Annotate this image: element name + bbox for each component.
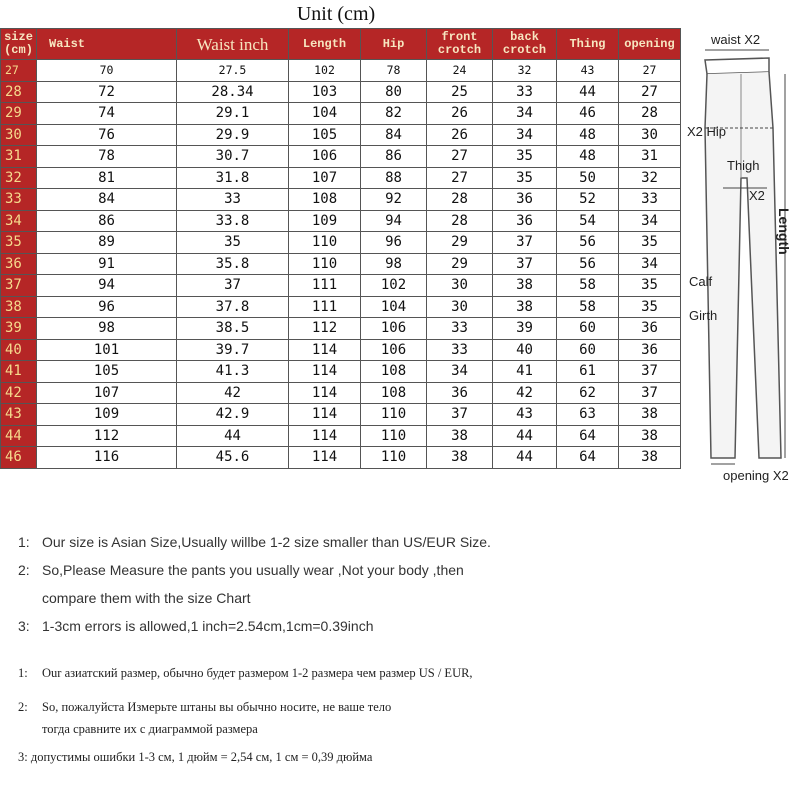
- table-row: [1, 339, 681, 361]
- table-cell: 50: [557, 167, 619, 189]
- size-cell: 31: [1, 146, 37, 168]
- size-cell: 42: [1, 382, 37, 404]
- table-cell: 105: [37, 361, 177, 383]
- table-row: [1, 318, 681, 340]
- table-cell: 104: [361, 296, 427, 318]
- table-cell: 27: [619, 81, 681, 103]
- table-cell: 48: [557, 146, 619, 168]
- size-chart-table: [0, 28, 681, 469]
- table-cell: 37: [493, 232, 557, 254]
- note-ru-2: [18, 696, 788, 718]
- size-cell: 38: [1, 296, 37, 318]
- table-cell: 35: [177, 232, 289, 254]
- table-cell: 103: [289, 81, 361, 103]
- table-cell: 28: [619, 103, 681, 125]
- table-cell: 31.8: [177, 167, 289, 189]
- notes-section: [18, 528, 788, 768]
- table-cell: 86: [361, 146, 427, 168]
- table-cell: 37: [493, 253, 557, 275]
- table-cell: 35: [493, 146, 557, 168]
- table-cell: 96: [361, 232, 427, 254]
- size-cell: 33: [1, 189, 37, 211]
- table-cell: 84: [361, 124, 427, 146]
- table-row: [1, 189, 681, 211]
- table-cell: 30.7: [177, 146, 289, 168]
- table-cell: 114: [289, 339, 361, 361]
- table-cell: 27.5: [177, 60, 289, 82]
- table-cell: 38: [493, 296, 557, 318]
- table-cell: 37.8: [177, 296, 289, 318]
- table-cell: 106: [289, 146, 361, 168]
- table-cell: 114: [289, 361, 361, 383]
- table-cell: 48: [557, 124, 619, 146]
- table-cell: 102: [289, 60, 361, 82]
- header-waist: Waist: [37, 29, 177, 60]
- table-cell: 102: [361, 275, 427, 297]
- table-cell: 108: [361, 382, 427, 404]
- table-cell: 106: [361, 339, 427, 361]
- header-opening: opening: [619, 29, 681, 60]
- table-cell: 38.5: [177, 318, 289, 340]
- note-number: 1:: [18, 534, 30, 550]
- size-cell: 41: [1, 361, 37, 383]
- table-cell: 28: [427, 210, 493, 232]
- table-cell: 35: [619, 232, 681, 254]
- table-cell: 84: [37, 189, 177, 211]
- table-cell: 45.6: [177, 447, 289, 469]
- size-cell: 44: [1, 425, 37, 447]
- table-cell: 44: [493, 425, 557, 447]
- table-cell: 89: [37, 232, 177, 254]
- table-cell: 44: [177, 425, 289, 447]
- note-text: 1-3cm errors is allowed,1 inch=2.54cm,1cm=0.39inch: [42, 618, 374, 634]
- table-cell: 114: [289, 404, 361, 426]
- table-cell: 32: [619, 167, 681, 189]
- table-cell: 39.7: [177, 339, 289, 361]
- table-cell: 98: [361, 253, 427, 275]
- table-cell: 62: [557, 382, 619, 404]
- note-number: 2:: [18, 700, 28, 714]
- size-cell: 36: [1, 253, 37, 275]
- table-cell: 34: [427, 361, 493, 383]
- table-cell: 42.9: [177, 404, 289, 426]
- table-cell: 72: [37, 81, 177, 103]
- table-cell: 26: [427, 124, 493, 146]
- note-en-1: [18, 528, 788, 556]
- table-cell: 76: [37, 124, 177, 146]
- table-cell: 56: [557, 232, 619, 254]
- calf-label: Calf: [689, 274, 713, 289]
- table-row: [1, 382, 681, 404]
- table-cell: 104: [289, 103, 361, 125]
- table-cell: 34: [493, 124, 557, 146]
- table-cell: 43: [557, 60, 619, 82]
- size-cell: 46: [1, 447, 37, 469]
- table-cell: 114: [289, 382, 361, 404]
- table-cell: 109: [37, 404, 177, 426]
- table-cell: 86: [37, 210, 177, 232]
- table-cell: 64: [557, 447, 619, 469]
- table-cell: 61: [557, 361, 619, 383]
- table-cell: 38: [619, 447, 681, 469]
- table-row: [1, 361, 681, 383]
- table-row: [1, 253, 681, 275]
- thigh-x2-label: X2: [749, 188, 765, 203]
- table-cell: 28.34: [177, 81, 289, 103]
- table-cell: 110: [361, 425, 427, 447]
- table-cell: 110: [289, 253, 361, 275]
- unit-title: Unit (cm): [296, 3, 376, 25]
- table-row: [1, 210, 681, 232]
- table-cell: 35: [619, 296, 681, 318]
- length-label: Length: [776, 208, 792, 255]
- table-cell: 81: [37, 167, 177, 189]
- table-row: [1, 275, 681, 297]
- table-cell: 38: [427, 425, 493, 447]
- table-cell: 34: [619, 253, 681, 275]
- table-cell: 110: [361, 447, 427, 469]
- table-row: [1, 425, 681, 447]
- table-cell: 33: [427, 318, 493, 340]
- table-cell: 29: [427, 232, 493, 254]
- table-cell: 30: [619, 124, 681, 146]
- table-cell: 63: [557, 404, 619, 426]
- table-row: [1, 81, 681, 103]
- table-cell: 58: [557, 275, 619, 297]
- table-cell: 94: [37, 275, 177, 297]
- table-cell: 39: [493, 318, 557, 340]
- table-cell: 27: [427, 167, 493, 189]
- table-cell: 36: [493, 189, 557, 211]
- header-size: size (cm): [1, 29, 37, 60]
- girth-label: Girth: [689, 308, 718, 323]
- table-cell: 26: [427, 103, 493, 125]
- table-header-row: [1, 29, 681, 60]
- table-cell: 92: [361, 189, 427, 211]
- table-cell: 34: [619, 210, 681, 232]
- table-cell: 98: [37, 318, 177, 340]
- table-cell: 114: [289, 447, 361, 469]
- table-cell: 111: [289, 296, 361, 318]
- table-cell: 80: [361, 81, 427, 103]
- note-number: 3:: [18, 618, 30, 634]
- table-cell: 116: [37, 447, 177, 469]
- table-cell: 111: [289, 275, 361, 297]
- table-cell: 33: [493, 81, 557, 103]
- header-length: Length: [289, 29, 361, 60]
- note-text: So, пожалуйста Измерьте штаны вы обычно носите, не ваше тело: [42, 700, 392, 714]
- table-cell: 43: [493, 404, 557, 426]
- table-cell: 36: [619, 339, 681, 361]
- table-cell: 36: [493, 210, 557, 232]
- table-cell: 24: [427, 60, 493, 82]
- table-cell: 38: [619, 404, 681, 426]
- table-cell: 42: [177, 382, 289, 404]
- table-cell: 29: [427, 253, 493, 275]
- header-thigh: Thing: [557, 29, 619, 60]
- table-cell: 58: [557, 296, 619, 318]
- table-cell: 33.8: [177, 210, 289, 232]
- table-cell: 29.9: [177, 124, 289, 146]
- table-cell: 32: [493, 60, 557, 82]
- table-cell: 70: [37, 60, 177, 82]
- table-cell: 27: [619, 60, 681, 82]
- note-en-2-continued: compare them with the size Chart: [42, 590, 251, 606]
- size-cell: 39: [1, 318, 37, 340]
- table-cell: 27: [427, 146, 493, 168]
- table-cell: 36: [427, 382, 493, 404]
- table-cell: 54: [557, 210, 619, 232]
- table-row: [1, 146, 681, 168]
- table-cell: 101: [37, 339, 177, 361]
- table-cell: 109: [289, 210, 361, 232]
- table-cell: 38: [619, 425, 681, 447]
- table-cell: 105: [289, 124, 361, 146]
- table-cell: 33: [427, 339, 493, 361]
- table-cell: 35.8: [177, 253, 289, 275]
- opening-label: opening X2: [723, 468, 789, 483]
- table-cell: 35: [619, 275, 681, 297]
- table-cell: 34: [493, 103, 557, 125]
- table-cell: 30: [427, 296, 493, 318]
- header-front-crotch: front crotch: [427, 29, 493, 60]
- table-cell: 44: [493, 447, 557, 469]
- size-cell: 40: [1, 339, 37, 361]
- size-cell: 43: [1, 404, 37, 426]
- table-cell: 94: [361, 210, 427, 232]
- table-row: [1, 447, 681, 469]
- table-cell: 30: [427, 275, 493, 297]
- table-cell: 60: [557, 339, 619, 361]
- size-cell: 37: [1, 275, 37, 297]
- table-cell: 52: [557, 189, 619, 211]
- table-cell: 25: [427, 81, 493, 103]
- note-text: Our азиатский размер, обычно будет размером 1-2 размера чем размер US / EUR,: [42, 666, 473, 680]
- table-cell: 40: [493, 339, 557, 361]
- table-cell: 88: [361, 167, 427, 189]
- header-waist-inch: Waist inch: [177, 29, 289, 60]
- table-cell: 37: [177, 275, 289, 297]
- table-cell: 60: [557, 318, 619, 340]
- table-cell: 42: [493, 382, 557, 404]
- table-cell: 91: [37, 253, 177, 275]
- note-number: 2:: [18, 562, 30, 578]
- table-cell: 110: [361, 404, 427, 426]
- table-cell: 108: [361, 361, 427, 383]
- table-cell: 110: [289, 232, 361, 254]
- table-cell: 112: [289, 318, 361, 340]
- table-cell: 112: [37, 425, 177, 447]
- table-cell: 33: [619, 189, 681, 211]
- table-cell: 74: [37, 103, 177, 125]
- table-cell: 64: [557, 425, 619, 447]
- header-back-crotch: back crotch: [493, 29, 557, 60]
- size-cell: 28: [1, 81, 37, 103]
- table-cell: 78: [361, 60, 427, 82]
- table-row: [1, 232, 681, 254]
- size-cell: 29: [1, 103, 37, 125]
- thigh-label: Thigh: [727, 158, 760, 173]
- table-row: [1, 103, 681, 125]
- table-cell: 41.3: [177, 361, 289, 383]
- table-cell: 36: [619, 318, 681, 340]
- size-cell: 35: [1, 232, 37, 254]
- table-row: [1, 404, 681, 426]
- table-cell: 107: [37, 382, 177, 404]
- waist-label: waist X2: [711, 32, 761, 47]
- note-text: So,Please Measure the pants you usually wear ,Not your body ,then: [42, 562, 464, 578]
- table-cell: 29.1: [177, 103, 289, 125]
- table-cell: 46: [557, 103, 619, 125]
- size-cell: 30: [1, 124, 37, 146]
- table-cell: 78: [37, 146, 177, 168]
- size-cell: 27: [1, 60, 37, 82]
- table-cell: 31: [619, 146, 681, 168]
- header-hip: Hip: [361, 29, 427, 60]
- size-cell: 34: [1, 210, 37, 232]
- table-cell: 35: [493, 167, 557, 189]
- note-text: Our size is Asian Size,Usually willbe 1-2 size smaller than US/EUR Size.: [42, 534, 491, 550]
- table-cell: 107: [289, 167, 361, 189]
- note-ru-3: 3: допустимы ошибки 1-3 см, 1 дюйм = 2,54 см, 1 см = 0,39 дюйма: [18, 750, 373, 764]
- table-cell: 106: [361, 318, 427, 340]
- note-ru-2-continued: тогда сравните их с диаграммой размера: [42, 722, 258, 736]
- table-cell: 37: [427, 404, 493, 426]
- note-ru-1: [18, 662, 788, 684]
- table-cell: 96: [37, 296, 177, 318]
- table-cell: 41: [493, 361, 557, 383]
- table-cell: 82: [361, 103, 427, 125]
- table-cell: 28: [427, 189, 493, 211]
- table-row: [1, 60, 681, 82]
- table-row: [1, 296, 681, 318]
- table-cell: 44: [557, 81, 619, 103]
- hip-label: X2 Hip: [687, 124, 727, 139]
- table-cell: 37: [619, 382, 681, 404]
- table-cell: 38: [493, 275, 557, 297]
- table-cell: 37: [619, 361, 681, 383]
- note-number: 1:: [18, 666, 28, 680]
- table-cell: 33: [177, 189, 289, 211]
- table-cell: 108: [289, 189, 361, 211]
- pants-diagram: [683, 28, 800, 490]
- note-en-2: [18, 556, 788, 584]
- size-cell: 32: [1, 167, 37, 189]
- table-cell: 56: [557, 253, 619, 275]
- table-cell: 114: [289, 425, 361, 447]
- note-en-3: [18, 612, 788, 640]
- table-row: [1, 124, 681, 146]
- table-cell: 38: [427, 447, 493, 469]
- table-row: [1, 167, 681, 189]
